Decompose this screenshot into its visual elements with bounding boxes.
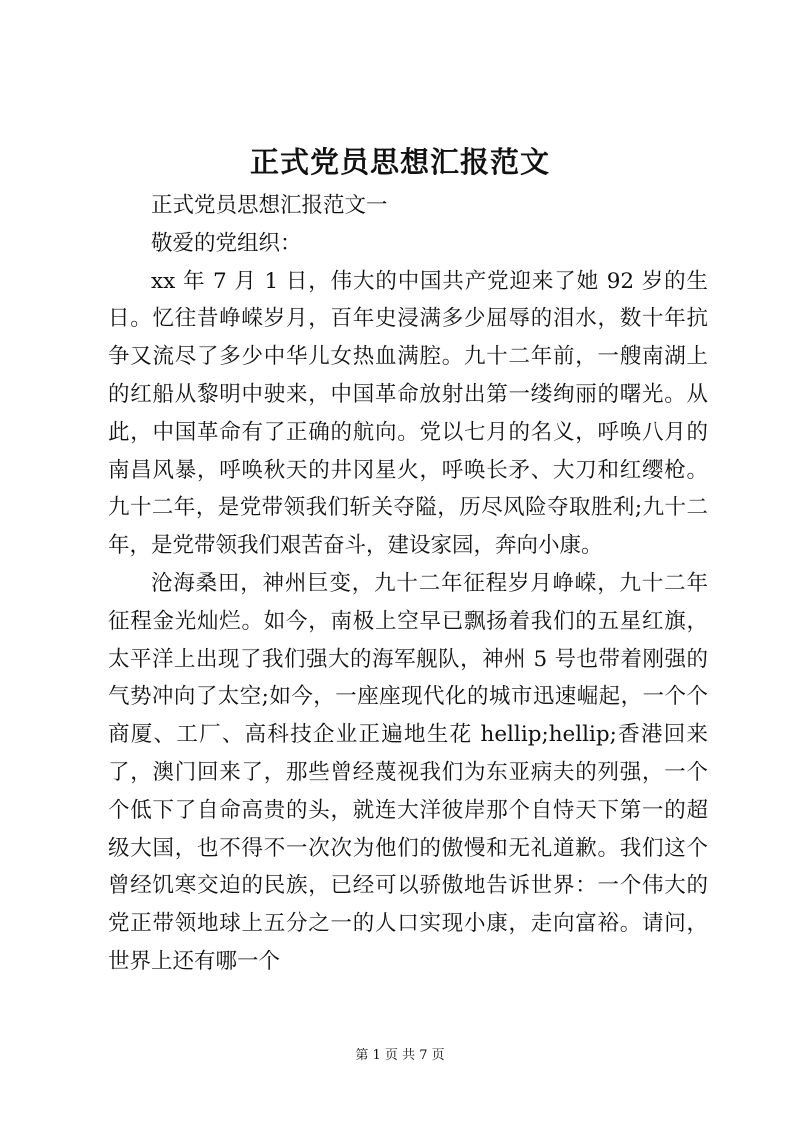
body-paragraph: 沧海桑田，神州巨变，九十二年征程岁月峥嵘，九十二年征程金光灿烂。如今，南极上空早已飘扬着我们的五星红旗，太平洋上出现了我们强大的海军舰队，神州 5 号也带着刚强的气势冲向了太空;如今，一座座现代化的城市迅速崛起，一个个商厦、工厂、高科技企业正遍地生花 hellip;hellip;香港回来了，澳门回来了，那些曾经蔑视我们为东亚病夫的列强，一个个低下了自命高贵的头，就连大洋彼岸那个自恃天下第一的超级大国，也不得不一次次为他们的傲慢和无礼道歉。我们这个曾经饥寒交迫的民族，已经可以骄傲地告诉世界：一个伟大的党正带领地球上五分之一的人口实现小康，走向富裕。请问，世界上还有哪一个 [108,570,708,974]
document-title: 正式党员思想汇报范文 [249,145,550,179]
body-paragraph: xx 年 7 月 1 日，伟大的中国共产党迎来了她 92 岁的生日。忆往昔峥嵘岁月，百年史浸满多少屈辱的泪水，数十年抗争又流尽了多少中华儿女热血满腔。九十二年前，一艘南湖上的红船从黎明中驶来，中国革命放射出第一缕绚丽的曙光。从此，中国革命有了正确的航向。党以七月的名义，呼唤八月的南昌风暴，呼唤秋天的井冈星火，呼唤长矛、大刀和红缨枪。九十二年，是党带领我们斩关夺隘，历尽风险夺取胜利;九十二年，是党带领我们艰苦奋斗，建设家园，奔向小康。 [108,268,708,559]
salutation-paragraph: 敬爱的党组织： [151,230,302,256]
page-footer: 第 1 页 共 7 页 [355,1048,445,1063]
document-body [108,187,708,981]
subtitle-paragraph: 正式党员思想汇报范文一 [151,193,388,218]
